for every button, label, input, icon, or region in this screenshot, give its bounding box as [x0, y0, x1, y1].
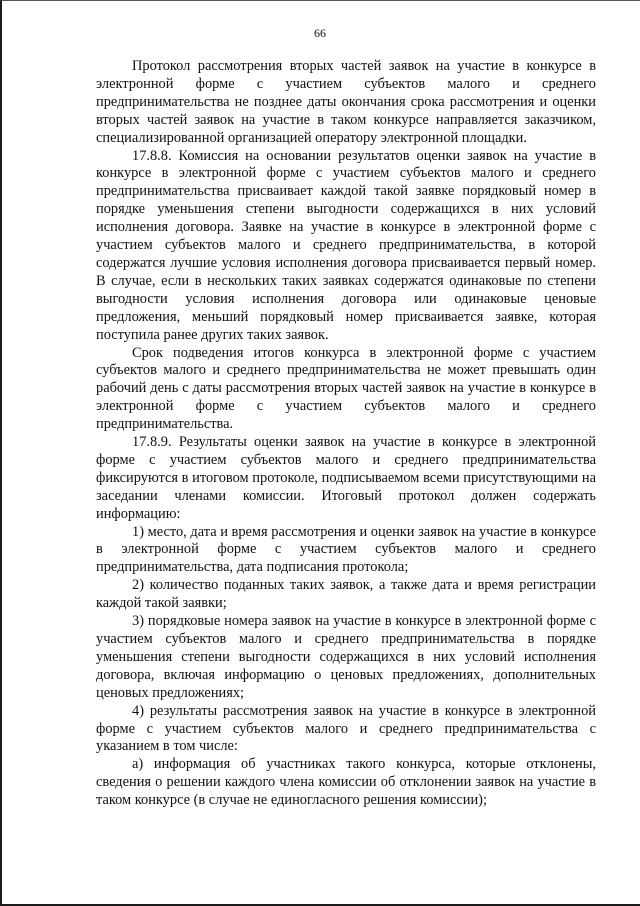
page-number: 66 — [314, 26, 326, 40]
paragraph-results-deadline: Срок подведения итогов конкурса в электронной форме с участием субъектов малого и среднего предпринимательства не может превышать один рабочий день с даты рассмотрения вторых частей заявок на участие в конкурсе в электронной форме с участием субъектов малого и среднего предпринимательства. — [96, 344, 596, 433]
list-item-4: 4) результаты рассмотрения заявок на участие в конкурсе в электронной форме с участием субъектов малого и среднего предпринимательства с указанием в том числе: — [96, 702, 596, 755]
paragraph-17-8-9: 17.8.9. Результаты оценки заявок на участие в конкурсе в электронной форме с участием субъектов малого и среднего предпринимательства фиксируются в итоговом протоколе, подписываемом всеми присутствующими на заседании членами комиссии. Итоговый протокол должен содержать информацию: — [96, 434, 596, 522]
list-item-1: 1) место, дата и время рассмотрения и оценки заявок на участие в конкурсе в электронной форме с участием субъектов малого и среднего предпринимательства, дата подписания протокола; — [96, 523, 596, 576]
list-item-2: 2) количество поданных таких заявок, а также дата и время регистрации каждой такой заявки; — [96, 577, 596, 612]
paragraph-protocol-second-parts: Протокол рассмотрения вторых частей заявок на участие в конкурсе в электронной форме с участием субъектов малого и среднего предпринимательства не позднее даты окончания срока рассмотрения и оценки вторых частей заявок на участие в таком конкурсе направляется заказчиком, специализированной организацией оператору электронной площадки. — [96, 58, 596, 146]
list-item-3: 3) порядковые номера заявок на участие в конкурсе в электронной форме с участием субъектов малого и среднего предпринимательства в порядке уменьшения степени выгодности содержащихся в них условий исполнения договора, включая информацию о ценовых предложениях, дополнительных ценовых предложениях; — [96, 613, 596, 701]
document-body — [96, 58, 596, 810]
paragraph-17-8-8: 17.8.8. Комиссия на основании результатов оценки заявок на участие в конкурсе в электронной форме с участием субъектов малого и среднего предпринимательства присваивает каждой такой заявке порядковый номер в порядке уменьшения степени выгодности содержащихся в них условий исполнения договора. Заявке на участие в конкурсе в электронной форме с участием субъектов малого и среднего предпринимательства, в которой содержатся лучшие условия исполнения договора присваивается первый номер. В случае, если в нескольких таких заявках содержатся одинаковые по степени выгодности условия исполнения договора или одинаковые ценовые предложения, меньший порядковый номер присваивается заявке, которая поступила ранее других таких заявок. — [96, 147, 596, 343]
list-item-4a: а) информация об участниках такого конкурса, которые отклонены, сведения о решении каждого члена комиссии об отклонении заявок на участие в таком конкурсе (в случае не единогласного решения комиссии); — [96, 756, 596, 809]
